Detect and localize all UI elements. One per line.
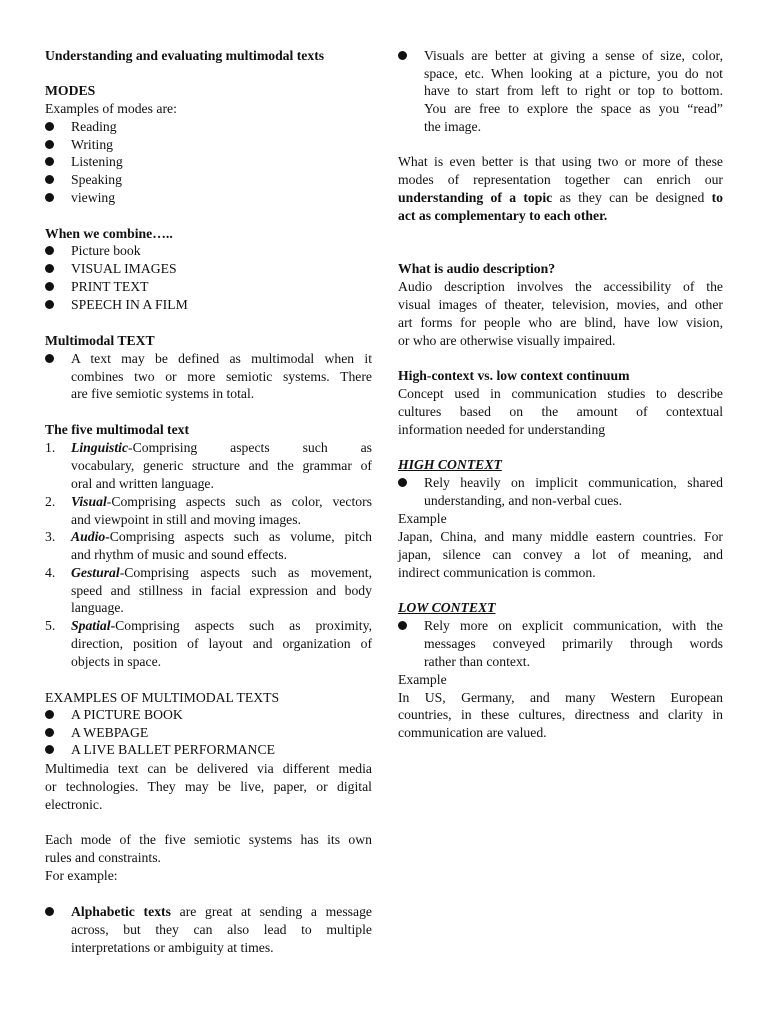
- example-label: Example: [398, 511, 447, 526]
- term: Gestural: [71, 565, 120, 580]
- alphabetic-texts-term: Alphabetic texts: [71, 904, 171, 919]
- list-number: 3.: [45, 529, 56, 544]
- paragraph-line: Visuals are better at giving a sense of size, color,: [424, 48, 723, 63]
- list-item: A PICTURE BOOK: [71, 707, 183, 722]
- paragraph-line: and rhythm of music and sound effects.: [71, 547, 288, 562]
- paragraph-line: modes of representation together can enrich our: [398, 172, 723, 187]
- multimodal-text-heading: Multimodal TEXT: [45, 333, 155, 348]
- list-item: PRINT TEXT: [71, 279, 149, 294]
- paragraph-line: messages conveyed primarily through words: [424, 636, 723, 651]
- paragraph-line: interpretations or ambiguity at times.: [71, 940, 274, 955]
- list-number: 5.: [45, 618, 56, 633]
- paragraph-line: understanding of a topic as they can be designed to: [398, 190, 723, 205]
- paragraph-line: visual images of theater, television, movies, and other: [398, 297, 723, 312]
- paragraph-line: Audio description involves the accessibility of the: [398, 279, 723, 294]
- paragraph-line: space, etc. When looking at a picture, you do not: [424, 66, 723, 81]
- bullet-icon: [45, 264, 54, 273]
- paragraph-line: act as complementary to each other.: [398, 208, 608, 223]
- list-number: 2.: [45, 494, 56, 509]
- list-item: viewing: [71, 190, 116, 205]
- audio-description-heading: What is audio description?: [398, 261, 556, 276]
- paragraph-line: Each mode of the five semiotic systems has its own: [45, 832, 372, 847]
- list-item: Audio-Comprising aspects such as volume, pitch: [71, 529, 372, 544]
- paragraph-line: cultures based on the amount of contextual: [398, 404, 723, 419]
- bullet-icon: [45, 745, 54, 754]
- paragraph-line: and viewpoint in still and moving images.: [71, 512, 302, 527]
- paragraph-line: are five semiotic systems in total.: [71, 386, 255, 401]
- bullet-icon: [45, 193, 54, 202]
- bullet-icon: [45, 282, 54, 291]
- term: Audio: [71, 529, 106, 544]
- paragraph-line: japan, silence can convey a lot of meaning, and: [398, 547, 723, 562]
- paragraph-line: objects in space.: [71, 654, 162, 669]
- bullet-icon: [398, 51, 407, 60]
- paragraph-line: electronic.: [45, 797, 103, 812]
- list-item: Linguistic-Comprising aspects such as: [71, 440, 372, 455]
- list-item: VISUAL IMAGES: [71, 261, 177, 276]
- paragraph-line: countries, in these cultures, directness and clarity in: [398, 707, 723, 722]
- paragraph-line: information needed for understanding: [398, 422, 606, 437]
- paragraph-line: Rely more on explicit communication, with the: [424, 618, 723, 633]
- list-item: Speaking: [71, 172, 122, 187]
- term: Visual: [71, 494, 107, 509]
- paragraph-line: oral and written language.: [71, 476, 214, 491]
- paragraph-line: rules and constraints.: [45, 850, 161, 865]
- list-item: Listening: [71, 154, 123, 169]
- example-label: Example: [398, 672, 447, 687]
- high-context-heading: HIGH CONTEXT: [398, 457, 502, 472]
- paragraph-line: art forms for people who are blind, have low vision,: [398, 315, 723, 330]
- context-continuum-heading: High-context vs. low context continuum: [398, 368, 630, 383]
- paragraph-line: or technologies. They may be live, paper, or digital: [45, 779, 372, 794]
- bullet-icon: [45, 246, 54, 255]
- paragraph-line: vocabulary, generic structure and the grammar of: [71, 458, 372, 473]
- paragraph-line: speed and stillness in facial expression and body: [71, 583, 372, 598]
- list-item: Gestural-Comprising aspects such as movement,: [71, 565, 372, 580]
- paragraph-line: For example:: [45, 868, 118, 883]
- paragraph-line: Rely heavily on implicit communication, shared: [424, 475, 723, 490]
- bullet-icon: [45, 907, 54, 916]
- list-item: Picture book: [71, 243, 141, 258]
- examples-heading: EXAMPLES OF MULTIMODAL TEXTS: [45, 690, 280, 705]
- paragraph-line: A text may be defined as multimodal when it: [71, 351, 372, 366]
- bullet-icon: [45, 710, 54, 719]
- bullet-icon: [45, 157, 54, 166]
- term: Spatial: [71, 618, 111, 633]
- list-item: Writing: [71, 137, 114, 152]
- low-context-heading: LOW CONTEXT: [398, 600, 496, 615]
- list-number: 4.: [45, 565, 56, 580]
- paragraph-line: indirect communication is common.: [398, 565, 596, 580]
- paragraph-line: direction, position of layout and organization of: [71, 636, 372, 651]
- bullet-icon: [45, 728, 54, 737]
- modes-intro: Examples of modes are:: [45, 101, 177, 116]
- paragraph-line: Japan, China, and many middle eastern countries. For: [398, 529, 723, 544]
- list-item: Reading: [71, 119, 117, 134]
- paragraph-line: or who are otherwise visually impaired.: [398, 333, 616, 348]
- list-item: Alphabetic texts are great at sending a message: [71, 904, 373, 919]
- five-systems-heading: The five multimodal text: [45, 422, 190, 437]
- list-item: SPEECH IN A FILM: [71, 297, 188, 312]
- modes-heading: MODES: [45, 83, 96, 98]
- bullet-icon: [398, 478, 407, 487]
- paragraph-line: Multimedia text can be delivered via different media: [45, 761, 372, 776]
- paragraph-line: rather than context.: [424, 654, 531, 669]
- bullet-icon: [45, 122, 54, 131]
- paragraph-line: communication are valued.: [398, 725, 547, 740]
- paragraph-line: combines two or more semiotic systems. There: [71, 369, 372, 384]
- list-number: 1.: [45, 440, 56, 455]
- paragraph-line: You are free to explore the space as you “read”: [424, 101, 723, 116]
- bullet-icon: [45, 140, 54, 149]
- bullet-icon: [45, 175, 54, 184]
- paragraph-line: understanding, and non-verbal cues.: [424, 493, 623, 508]
- bullet-icon: [45, 300, 54, 309]
- list-item: Visual-Comprising aspects such as color, vectors: [71, 494, 372, 509]
- paragraph-line: across, but they can also lead to multiple: [71, 922, 372, 937]
- paragraph-line: What is even better is that using two or more of these: [398, 154, 723, 169]
- combine-heading: When we combine…..: [45, 226, 173, 241]
- paragraph-line: In US, Germany, and many Western European: [398, 690, 723, 705]
- bullet-icon: [398, 621, 407, 630]
- paragraph-line: Concept used in communication studies to describe: [398, 386, 723, 401]
- paragraph-line: the image.: [424, 119, 482, 134]
- bullet-icon: [45, 354, 54, 363]
- list-item: A LIVE BALLET PERFORMANCE: [71, 742, 275, 757]
- document-title: Understanding and evaluating multimodal texts: [45, 48, 325, 63]
- list-item: A WEBPAGE: [71, 725, 149, 740]
- paragraph-line: have to start from left to right or top to bottom.: [424, 83, 723, 98]
- list-item: Spatial-Comprising aspects such as proximity,: [71, 618, 372, 633]
- term: Linguistic: [71, 440, 129, 455]
- paragraph-line: language.: [71, 600, 124, 615]
